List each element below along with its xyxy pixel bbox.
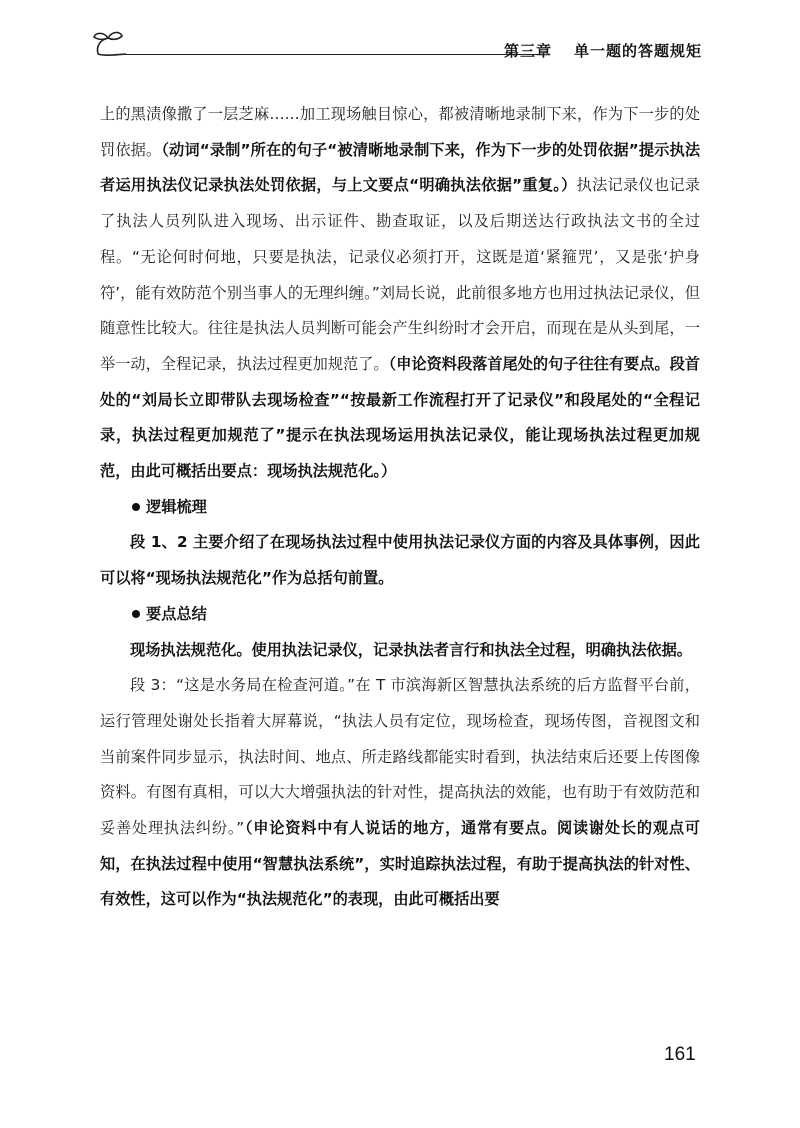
section-title: 要点总结	[146, 604, 207, 623]
points-summary-paragraph: 现场执法规范化。使用执法记录仪，记录执法者言行和执法全过程，明确执法依据。	[130, 640, 692, 659]
page-body	[100, 97, 700, 918]
source-text: 上的黑渍像撒了一层芝麻……加工现场触目惊心，都被清晰地录制下来，作为下一步的处罚依据。	[100, 105, 700, 159]
bullet-icon	[132, 610, 140, 618]
analysis-note: （申论资料段落首尾处的句子往往有要点。段首处的“刘局长立即带队去现场检查”“按最新工作流程打开了记录仪”和段尾处的“全程记录，执法过程更加规范了”提示在执法现场运用执法记录仪，能让现场执法过程更加规范，由此可概括出要点：现场执法规范化。）	[100, 354, 700, 481]
source-text: 执法记录仪也记录了执法人员列队进入现场、出示证件、勘查取证，以及后期送达行政执法文书的全过程。“无论何时何地，只要是执法，记录仪必须打开，这既是道‘紧箍咒’，又是张‘护身符’，能有效防范个别当事人的无理纠缠。”刘局长说，此前很多地方也用过执法记录仪，但随意性比较大。往往是执法人员判断可能会产生纠纷时才会开启，而现在是从头到尾，一举一动，全程记录，执法过程更加规范了。	[100, 176, 700, 373]
logic-summary-paragraph: 段 1、2 主要介绍了在现场执法过程中使用执法记录仪方面的内容及具体事例，因此可以将“现场执法规范化”作为总括句前置。	[100, 533, 700, 588]
chapter-title	[504, 40, 702, 61]
analysis-note: （动词“录制”所在的句子“被清晰地录制下来，作为下一步的处罚依据”提示执法者运用执法仪记录执法处罚依据，与上文要点“明确执法依据”重复。）	[100, 140, 701, 195]
sprout-leaf-icon	[90, 28, 128, 60]
bullet-icon	[132, 503, 140, 511]
page-header	[90, 28, 702, 66]
analysis-note: （申论资料中有人说话的地方，通常有要点。阅读谢处长的观点可知，在执法过程中使用“智慧执法系统”，实时追踪执法过程，有助于提高执法的针对性、有效性，这可以作为“执法规范化”的表现，由此可概括出要	[100, 819, 700, 909]
chapter-number: 第三章	[503, 42, 552, 60]
paragraph-1	[100, 97, 700, 490]
section-heading-logic	[100, 490, 700, 526]
paragraph-3	[100, 668, 700, 918]
source-text: 段 3：“这是水务局在检查河道。”在 T 市滨海新区智慧执法系统的后方监督平台前，运行管理处谢处长指着大屏幕说，“执法人员有定位，现场检查，现场传图，音视图文和当前案件同步显示，执法时间、地点、所走路线都能实时看到，执法结束后还要上传图像资料。有图有真相，可以大大增强执法的针对性，提高执法的效能，也有助于有效防范和妥善处理执法纠纷。”	[100, 676, 700, 838]
section-title: 逻辑梳理	[146, 497, 207, 516]
section-heading-points	[100, 597, 700, 633]
chapter-name: 单一题的答题规矩	[573, 42, 702, 60]
header-rule	[124, 54, 542, 55]
page-number: 161	[664, 1044, 696, 1065]
